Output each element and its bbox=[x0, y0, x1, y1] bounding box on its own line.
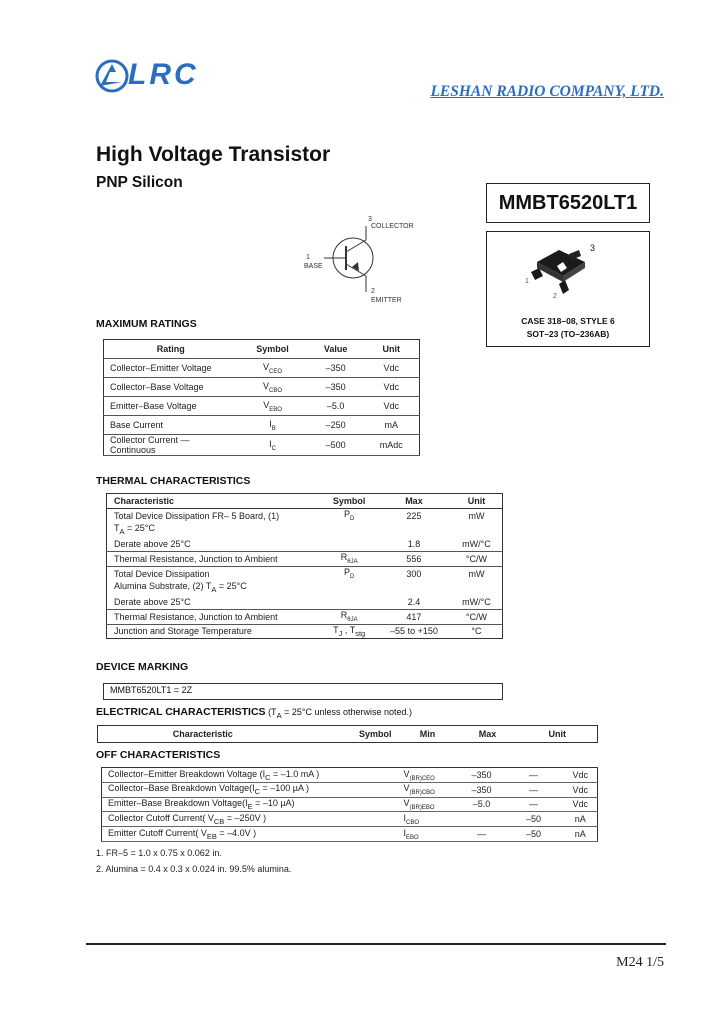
symbol-cell: $I_C$ bbox=[269, 438, 276, 452]
symbol-cell bbox=[321, 595, 377, 610]
column-header: Max bbox=[478, 729, 497, 739]
max-ratings-table bbox=[103, 339, 420, 456]
unit-cell bbox=[451, 581, 503, 596]
unit-cell: nA bbox=[574, 829, 586, 840]
symbol-cell bbox=[321, 581, 377, 596]
table-row bbox=[107, 508, 503, 523]
package-case: CASE 318–08, STYLE 6 bbox=[521, 316, 615, 326]
symbol-cell: $T_J$ , $T_{stg}$ bbox=[333, 624, 366, 638]
max-cell: — bbox=[529, 769, 538, 780]
symbol-cell: $V_{(BR)CBO}$ bbox=[403, 783, 435, 797]
footnote: 2. Alumina = 0.4 x 0.3 x 0.024 in. 99.5% alumina. bbox=[96, 863, 292, 874]
column-header: Unit bbox=[382, 344, 401, 354]
page-subtitle: PNP Silicon bbox=[96, 174, 183, 191]
characteristic-cell: Alumina Substrate, (2) $T_A = 25^\circ C$ bbox=[114, 581, 247, 595]
unit-cell: Vdc bbox=[383, 363, 400, 373]
symbol-cell: $V_{(BR)CEO}$ bbox=[403, 768, 435, 782]
part-number-box bbox=[486, 183, 650, 223]
collector-label: COLLECTOR bbox=[371, 223, 414, 230]
thermal-table bbox=[106, 493, 503, 639]
symbol-cell: $R_{\theta JA}$ bbox=[340, 610, 358, 624]
electrical-note: ($T_A = 25^\circ C$ unless otherwise noted.) bbox=[265, 707, 412, 720]
characteristic-cell: $T_A = 25^\circ C$ bbox=[114, 523, 155, 537]
unit-cell: °C bbox=[471, 626, 482, 637]
characteristic-cell: Junction and Storage Temperature bbox=[114, 626, 252, 637]
pin1-label: 1 bbox=[525, 278, 529, 285]
max-cell: 1.8 bbox=[407, 539, 421, 549]
unit-cell: Vdc bbox=[572, 784, 588, 795]
value-cell: –350 bbox=[325, 382, 346, 392]
unit-cell: °C/W bbox=[465, 611, 487, 622]
min-cell: –5.0 bbox=[472, 799, 491, 810]
off-characteristics-table bbox=[101, 767, 598, 842]
min-cell bbox=[460, 812, 504, 827]
column-header: Rating bbox=[156, 344, 185, 354]
characteristic-cell: Total Device Dissipation bbox=[114, 568, 210, 579]
table-row bbox=[107, 624, 503, 639]
table-row bbox=[104, 416, 420, 435]
lrc-emblem-icon bbox=[92, 56, 132, 96]
column-header: Symbol bbox=[256, 344, 289, 354]
unit-cell: mW bbox=[468, 568, 485, 579]
table-row bbox=[107, 523, 503, 538]
thermal-heading: THERMAL CHARACTERISTICS bbox=[96, 475, 251, 487]
unit-cell: mW/°C bbox=[462, 597, 491, 607]
min-cell: –350 bbox=[471, 769, 492, 780]
pin3-label: 3 bbox=[590, 243, 596, 253]
symbol-cell: $P_D$ bbox=[343, 509, 355, 522]
symbol-cell: $V_{CEO}$ bbox=[263, 361, 283, 375]
footnote: 1. FR–5 = 1.0 x 0.75 x 0.062 in. bbox=[96, 848, 222, 858]
table-row bbox=[107, 581, 503, 596]
min-cell: — bbox=[477, 829, 486, 840]
table-row bbox=[107, 537, 503, 552]
table-row bbox=[104, 435, 420, 456]
rating-cell: Emitter–Base Voltage bbox=[110, 401, 197, 411]
sot23-package-icon bbox=[487, 232, 651, 312]
characteristic-cell: Thermal Resistance, Junction to Ambient bbox=[114, 611, 278, 622]
value-cell: –350 bbox=[325, 363, 346, 373]
symbol-cell: $R_{\theta JA}$ bbox=[340, 552, 358, 566]
symbol-cell bbox=[321, 537, 377, 552]
table-row bbox=[107, 595, 503, 610]
characteristic-cell: Emitter–Base Breakdown $Voltage(I_E = -10$ µA) bbox=[108, 798, 295, 811]
off-characteristics-heading: OFF CHARACTERISTICS bbox=[96, 749, 221, 761]
symbol-cell: $I_B$ bbox=[269, 418, 276, 432]
table-row bbox=[104, 378, 420, 397]
electrical-header-table bbox=[97, 725, 598, 743]
column-header: Characteristic bbox=[114, 495, 175, 506]
characteristic-cell: Collector Cutoff Current( $V_{CB} = -250V$ ) bbox=[108, 812, 267, 826]
table-row bbox=[107, 566, 503, 581]
column-header: Value bbox=[323, 344, 348, 354]
table-row bbox=[102, 812, 598, 827]
page-title: High Voltage Transistor bbox=[96, 143, 331, 166]
max-cell bbox=[377, 523, 451, 538]
characteristic-cell: Total Device Dissipation FR– 5 Board, (1) bbox=[114, 510, 280, 521]
max-cell: –50 bbox=[525, 814, 542, 825]
characteristic-cell: Collector–Emitter Breakdown Voltage ($I_C = -1.0$ mA ) bbox=[108, 768, 320, 782]
unit-cell: mAdc bbox=[379, 440, 403, 450]
value-cell: –250 bbox=[325, 420, 346, 430]
max-cell: –55 to +150 bbox=[390, 626, 438, 637]
max-cell: 225 bbox=[406, 510, 422, 521]
characteristic-cell: Derate above 25°C bbox=[114, 597, 191, 607]
symbol-cell: $V_{(BR)EBO}$ bbox=[403, 798, 435, 811]
max-cell: –50 bbox=[525, 829, 542, 840]
rating-cell: Base Current bbox=[110, 420, 164, 430]
min-cell: –350 bbox=[471, 784, 492, 795]
unit-cell: mW/°C bbox=[462, 539, 491, 549]
unit-cell: mA bbox=[384, 420, 399, 430]
unit-cell bbox=[451, 523, 503, 538]
column-header: Symbol bbox=[358, 729, 392, 739]
pin2-label: 2 bbox=[553, 293, 557, 300]
logo-text: LRC bbox=[128, 58, 199, 91]
collector-pin: 3 bbox=[368, 216, 372, 223]
package-type: SOT–23 (TO–236AB) bbox=[526, 329, 610, 339]
max-cell: 556 bbox=[406, 553, 422, 564]
unit-cell: mW bbox=[468, 510, 485, 521]
value-cell: –500 bbox=[325, 440, 346, 450]
marking-value: MMBT6520LT1 = 2Z bbox=[110, 685, 193, 695]
footer-divider bbox=[86, 943, 666, 945]
package-caption bbox=[486, 315, 650, 341]
rating-cell: Collector–Emitter Voltage bbox=[110, 363, 212, 373]
table-row bbox=[107, 552, 503, 567]
part-number: MMBT6520LT1 bbox=[498, 191, 638, 214]
unit-cell: nA bbox=[574, 814, 586, 825]
base-label: BASE bbox=[304, 263, 323, 270]
unit-cell: Vdc bbox=[572, 799, 588, 810]
symbol-cell: $P_D$ bbox=[343, 567, 355, 580]
unit-cell: Vdc bbox=[572, 769, 588, 780]
symbol-cell: $I_{CBO}$ bbox=[403, 812, 420, 826]
symbol-cell: $V_{CBO}$ bbox=[263, 380, 283, 394]
rating-cell: Collector–Base Voltage bbox=[110, 382, 204, 392]
characteristic-cell: Derate above 25°C bbox=[114, 539, 191, 549]
symbol-cell: $I_{EBO}$ bbox=[403, 827, 419, 841]
value-cell: –5.0 bbox=[326, 401, 345, 411]
max-cell: 300 bbox=[406, 568, 422, 579]
column-header: Min bbox=[419, 729, 436, 739]
unit-cell: °C/W bbox=[465, 553, 487, 564]
column-header: Max bbox=[405, 495, 423, 506]
table-row bbox=[104, 359, 420, 378]
electrical-heading bbox=[96, 706, 412, 720]
electrical-title: ELECTRICAL CHARACTERISTICS bbox=[96, 706, 266, 718]
footnotes bbox=[96, 846, 291, 877]
company-name: LESHAN RADIO COMPANY, LTD. bbox=[430, 83, 664, 100]
max-cell: — bbox=[529, 799, 538, 810]
unit-cell: Vdc bbox=[383, 401, 400, 411]
base-pin: 1 bbox=[306, 254, 310, 261]
symbol-cell bbox=[321, 523, 377, 538]
characteristic-cell: Emitter Cutoff Current( $V_{EB} = -4.0V$ ) bbox=[108, 827, 257, 841]
characteristic-cell: Thermal Resistance, Junction to Ambient bbox=[114, 553, 278, 564]
column-header: Unit bbox=[467, 495, 486, 506]
characteristic-cell: Collector–Base Breakdown $Voltage(I_C = -100$ µA ) bbox=[108, 783, 309, 797]
emitter-pin: 2 bbox=[371, 288, 375, 295]
table-row bbox=[102, 768, 598, 783]
transistor-schematic bbox=[296, 212, 436, 312]
table-row bbox=[102, 797, 598, 812]
column-header: Characteristic bbox=[172, 729, 233, 739]
column-header: Symbol bbox=[332, 495, 366, 506]
column-header: Unit bbox=[548, 729, 566, 739]
page-footer: M24 1/5 bbox=[616, 955, 664, 970]
pnp-symbol-icon bbox=[296, 212, 436, 312]
max-cell: 2.4 bbox=[407, 597, 421, 607]
table-row bbox=[102, 827, 598, 842]
max-ratings-heading: MAXIMUM RATINGS bbox=[96, 318, 197, 330]
emitter-label: EMITTER bbox=[371, 297, 402, 304]
rating-cell: Collector Current — Continuous bbox=[110, 435, 190, 455]
max-cell: 417 bbox=[406, 611, 422, 622]
marking-box bbox=[103, 683, 503, 700]
table-row bbox=[104, 397, 420, 416]
table-row bbox=[107, 610, 503, 625]
marking-heading: DEVICE MARKING bbox=[96, 661, 189, 673]
table-row bbox=[102, 782, 598, 797]
unit-cell: Vdc bbox=[383, 382, 400, 392]
max-cell: — bbox=[529, 784, 538, 795]
max-cell bbox=[377, 581, 451, 596]
symbol-cell: $V_{EBO}$ bbox=[263, 399, 282, 413]
